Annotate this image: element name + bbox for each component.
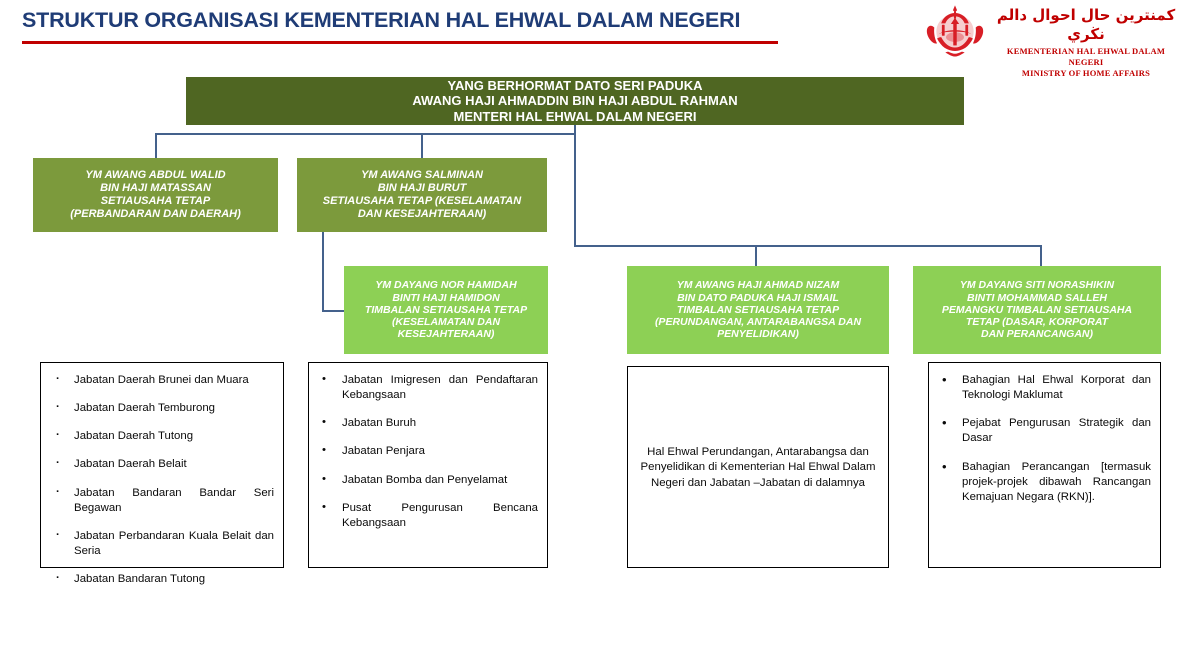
- deputy-legal-line-4: (PERUNDANGAN, ANTARABANGSA DAN: [654, 316, 862, 329]
- org-box-deputy-policy[interactable]: [913, 266, 1161, 354]
- list-item: · Jabatan Bandaran Tutong: [50, 572, 274, 587]
- perm-sec-municipal-line-4: (PERBANDARAN DAN DAERAH): [70, 207, 241, 220]
- detail-box-legal-scope: [627, 366, 889, 568]
- deputy-policy-line-1: YM DAYANG SITI NORASHIKIN: [959, 279, 1115, 292]
- minister-line-1: YANG BERHORMAT DATO SERI PADUKA: [447, 78, 703, 94]
- list-item: • Bahagian Hal Ehwal Korporat dan Teknologi Maklumat: [938, 373, 1151, 403]
- perm-sec-municipal-line-3: SETIAUSAHA TETAP: [100, 195, 211, 207]
- detail-box-municipal-departments: [40, 362, 284, 586]
- logo-ministry-english: MINISTRY OF HOME AFFAIRS: [1021, 68, 1151, 79]
- deputy-policy-line-3: PEMANGKU TIMBALAN SETIAUSAHA: [941, 303, 1133, 316]
- list-item: • Jabatan Imigresen dan Pendaftaran Kebangsaan: [318, 373, 538, 403]
- perm-sec-security-line-1: YM AWANG SALMINAN: [361, 169, 483, 182]
- municipal-departments-list: [50, 373, 274, 587]
- connector-deputy-security-riser: [322, 232, 324, 311]
- list-item: · Jabatan Daerah Brunei dan Muara: [50, 373, 274, 388]
- list-item: • Jabatan Penjara: [318, 444, 538, 459]
- brunei-crest-icon: [920, 4, 990, 62]
- title-underline-rule: [22, 41, 778, 44]
- connector-drop-perm-sec-municipal: [155, 133, 157, 158]
- detail-box-security-departments: [308, 362, 548, 568]
- list-item: · Jabatan Daerah Belait: [50, 457, 274, 472]
- policy-divisions-list: [938, 373, 1151, 505]
- perm-sec-municipal-line-1: YM AWANG ABDUL WALID: [85, 169, 226, 182]
- security-departments-list: [318, 373, 538, 531]
- list-item: • Jabatan Bomba dan Penyelamat: [318, 473, 538, 488]
- ministry-logo: [920, 2, 1178, 79]
- deputy-policy-line-5: DAN PERANCANGAN): [980, 328, 1093, 341]
- list-item: • Bahagian Perancangan [termasuk projek-projek dibawah Rancangan Kemajuan Negara (RKN)].: [938, 460, 1151, 505]
- list-item: · Jabatan Perbandaran Kuala Belait dan Seria: [50, 529, 274, 559]
- deputy-policy-line-4: TETAP (DASAR, KORPORAT: [965, 316, 1109, 329]
- page-title: STRUKTUR ORGANISASI KEMENTERIAN HAL EHWAL DALAM NEGERI: [22, 8, 741, 32]
- connector-drop-deputy-policy: [1040, 245, 1042, 266]
- legal-scope-text: Hal Ehwal Perundangan, Antarabangsa dan Penyelidikan di Kementerian Hal Ehwal Dalam Negeri dan Jabatan –Jabatan di dalamnya: [640, 446, 876, 489]
- deputy-legal-line-2: BIN DATO PADUKA HAJI ISMAIL: [677, 291, 839, 304]
- list-item: · Jabatan Bandaran Bandar Seri Begawan: [50, 486, 274, 516]
- list-item: • Pejabat Pengurusan Strategik dan Dasar: [938, 416, 1151, 446]
- deputy-policy-line-2: BINTI MOHAMMAD SALLEH: [966, 291, 1107, 304]
- deputy-legal-line-1: YM AWANG HAJI AHMAD NIZAM: [676, 279, 840, 292]
- deputy-legal-line-3: TIMBALAN SETIAUSAHA TETAP: [676, 303, 840, 316]
- deputy-security-line-5: KESEJAHTERAAN): [397, 328, 495, 341]
- logo-jawi-text: كمنترين حال احوال دالم نڬري: [996, 6, 1176, 43]
- perm-sec-municipal-line-2: BIN HAJI MATASSAN: [100, 182, 211, 195]
- perm-sec-security-line-3: SETIAUSAHA TETAP (KESELAMATAN: [322, 195, 522, 207]
- perm-sec-security-line-4: DAN KESEJAHTERAAN): [357, 207, 487, 220]
- detail-box-policy-divisions: [928, 362, 1161, 568]
- list-item: • Jabatan Buruh: [318, 416, 538, 431]
- org-box-perm-sec-municipal[interactable]: [33, 158, 278, 232]
- org-box-deputy-legal[interactable]: [627, 266, 889, 354]
- minister-line-3: MENTERI HAL EHWAL DALAM NEGERI: [453, 108, 697, 124]
- connector-level3-riser: [574, 133, 576, 246]
- deputy-security-line-2: BINTI HAJI HAMIDON: [392, 291, 500, 304]
- deputy-security-line-1: YM DAYANG NOR HAMIDAH: [375, 279, 517, 292]
- list-item: · Jabatan Daerah Tutong: [50, 429, 274, 444]
- connector-drop-perm-sec-security: [421, 133, 423, 158]
- list-item: · Jabatan Daerah Temburong: [50, 401, 274, 416]
- logo-ministry-malay: KEMENTERIAN HAL EHWAL DALAM NEGERI: [1006, 45, 1166, 67]
- perm-sec-security-line-2: BIN HAJI BURUT: [377, 182, 467, 195]
- connector-drop-deputy-legal: [755, 245, 757, 266]
- connector-level2-bus: [155, 133, 575, 135]
- minister-line-2: AWANG HAJI AHMADDIN BIN HAJI ABDUL RAHMAN: [412, 93, 738, 109]
- org-box-deputy-security[interactable]: [344, 266, 548, 354]
- list-item: • Pusat Pengurusan Bencana Kebangsaan: [318, 501, 538, 531]
- deputy-legal-line-5: PENYELIDIKAN): [717, 328, 799, 341]
- org-box-perm-sec-security[interactable]: [297, 158, 547, 232]
- connector-level3-bus: [574, 245, 1041, 247]
- deputy-security-line-4: (KESELAMATAN DAN: [391, 316, 501, 329]
- connector-deputy-security-arm: [322, 310, 344, 312]
- deputy-security-line-3: TIMBALAN SETIAUSAHA TETAP: [364, 303, 528, 316]
- org-box-minister[interactable]: [186, 77, 964, 125]
